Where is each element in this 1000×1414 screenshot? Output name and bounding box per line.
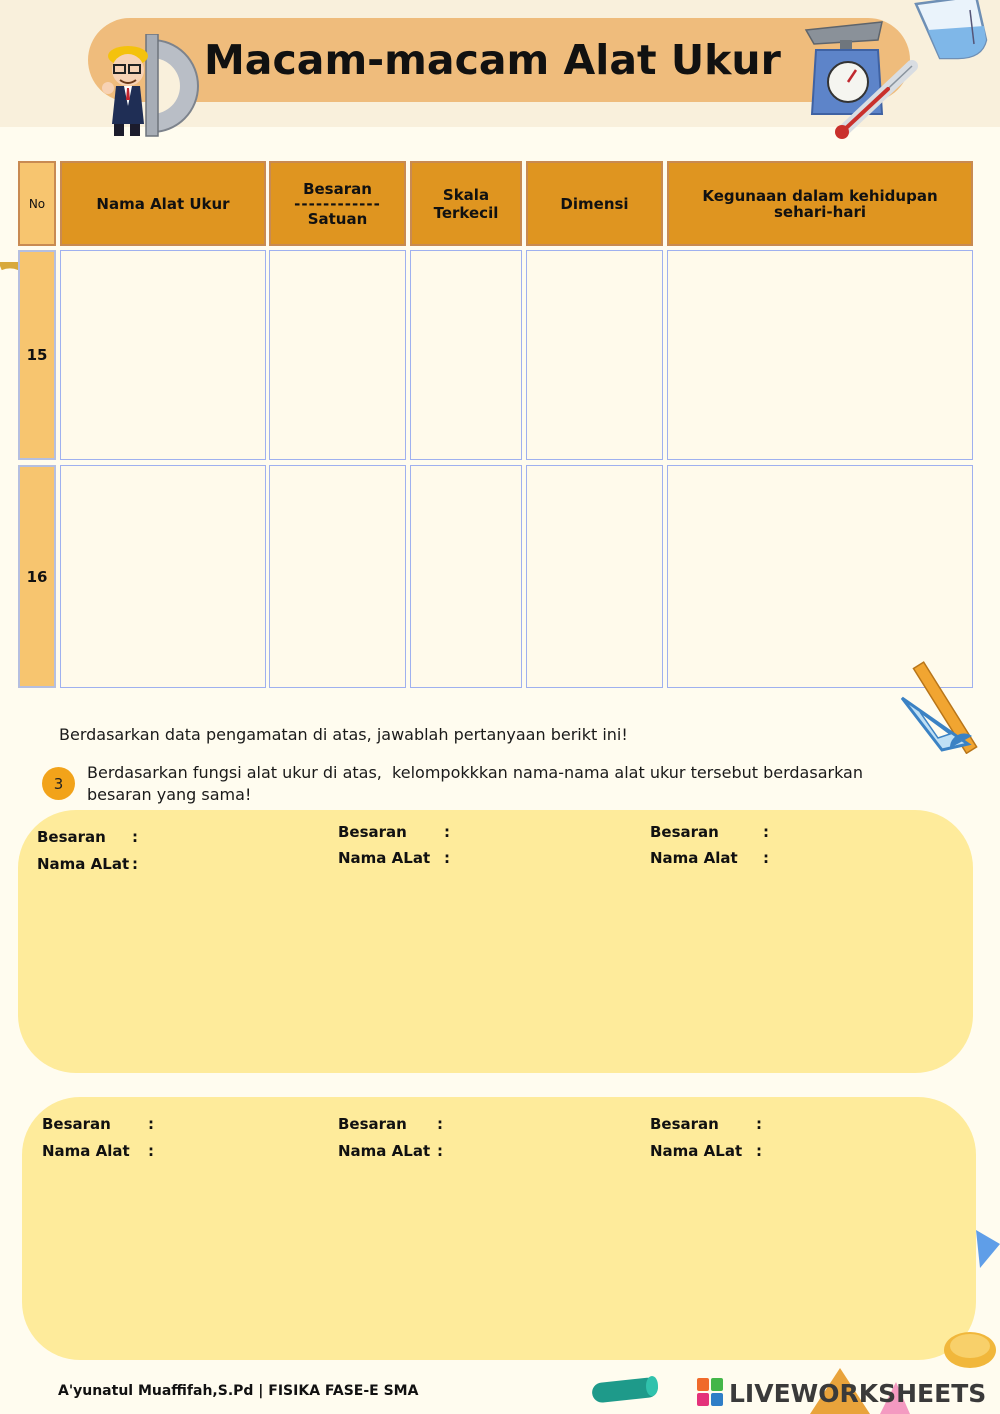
question-number-badge: 3 xyxy=(42,767,75,800)
besaran-label: Besaran xyxy=(42,1115,111,1133)
set-square-ruler-icon xyxy=(898,656,984,754)
colon: : xyxy=(437,1115,443,1133)
colon: : xyxy=(444,823,450,841)
answer-cell-skala-15[interactable] xyxy=(410,250,522,460)
answer-cell-dimensi-15[interactable] xyxy=(526,250,663,460)
header-label-sehari-hari: sehari-hari xyxy=(773,202,866,221)
row-number-15: 15 xyxy=(26,346,48,364)
colon: : xyxy=(763,849,769,867)
measuring-cup-icon xyxy=(912,0,1000,62)
liveworksheets-logo-text: LIVEWORKSHEETS xyxy=(729,1378,987,1408)
answer-cell-nama-alat-15[interactable] xyxy=(60,250,266,460)
table-header-skala-terkecil xyxy=(410,161,522,246)
answer-panel-1[interactable] xyxy=(18,810,973,1073)
table-header-dimensi xyxy=(526,161,663,246)
answer-cell-dimensi-16[interactable] xyxy=(526,465,663,688)
geometric-shapes-icon xyxy=(972,1226,1000,1272)
table-row-number xyxy=(18,465,56,688)
nama-alat-label: Nama ALat xyxy=(650,1142,743,1160)
header-label-satuan: Satuan xyxy=(307,209,368,228)
liveworksheets-logo[interactable] xyxy=(697,1374,986,1412)
instruction-text: Berdasarkan data pengamatan di atas, jawablah pertanyaan berikt ini! xyxy=(59,725,628,744)
colon: : xyxy=(148,1115,154,1133)
table-row-number xyxy=(18,250,56,460)
colon: : xyxy=(444,849,450,867)
colon: : xyxy=(763,823,769,841)
besaran-label: Besaran xyxy=(338,823,407,841)
header-label-skala: Skala xyxy=(442,185,490,204)
table-header-kegunaan xyxy=(667,161,973,246)
thermometer-icon xyxy=(830,58,922,142)
nama-alat-label: Nama ALat xyxy=(37,855,130,873)
answer-cell-besaran-15[interactable] xyxy=(269,250,406,460)
liveworksheets-logo-icon xyxy=(697,1378,725,1408)
besaran-label: Besaran xyxy=(338,1115,407,1133)
question-text-line2: besaran yang sama! xyxy=(87,785,252,804)
colon: : xyxy=(132,855,138,873)
footer-author: A'yunatul Muaffifah,S.Pd | FISIKA FASE-E SMA xyxy=(58,1383,419,1399)
besaran-label: Besaran xyxy=(650,1115,719,1133)
besaran-label: Besaran xyxy=(650,823,719,841)
answer-cell-skala-16[interactable] xyxy=(410,465,522,688)
nama-alat-label: Nama ALat xyxy=(338,849,431,867)
header-divider: ------------ xyxy=(294,194,381,213)
geometric-shapes-icon xyxy=(940,1326,1000,1376)
nama-alat-label: Nama Alat xyxy=(42,1142,130,1160)
header-label-dimensi: Dimensi xyxy=(560,194,629,213)
colon: : xyxy=(756,1115,762,1133)
row-number-16: 16 xyxy=(26,567,48,586)
nama-alat-label: Nama Alat xyxy=(650,849,738,867)
answer-cell-nama-alat-16[interactable] xyxy=(60,465,266,688)
geometric-shapes-icon xyxy=(590,1372,662,1406)
header-label-kegunaan: Kegunaan dalam kehidupan xyxy=(702,186,938,205)
besaran-label: Besaran xyxy=(37,828,106,846)
answer-cell-besaran-16[interactable] xyxy=(269,465,406,688)
question-text-line1: Berdasarkan fungsi alat ukur di atas, kelompokkkan nama-nama alat ukur tersebut berdasarkan xyxy=(87,763,863,782)
answer-panel-2[interactable] xyxy=(22,1097,976,1360)
nama-alat-label: Nama ALat xyxy=(338,1142,431,1160)
answer-cell-kegunaan-15[interactable] xyxy=(667,250,973,460)
colon: : xyxy=(148,1142,154,1160)
answer-cell-kegunaan-16[interactable] xyxy=(667,465,973,688)
header-label-besaran: Besaran xyxy=(303,179,372,198)
header-label-no: No xyxy=(28,196,46,211)
colon: : xyxy=(756,1142,762,1160)
page-title: Macam-macam Alat Ukur xyxy=(204,36,781,84)
header-label-nama-alat: Nama Alat Ukur xyxy=(96,194,230,213)
engineer-mascot-icon xyxy=(96,34,208,138)
colon: : xyxy=(132,828,138,846)
table-header-no xyxy=(18,161,56,246)
table-header-nama-alat xyxy=(60,161,266,246)
colon: : xyxy=(437,1142,443,1160)
header-label-terkecil: Terkecil xyxy=(433,203,499,222)
table-header-besaran-satuan xyxy=(269,161,406,246)
